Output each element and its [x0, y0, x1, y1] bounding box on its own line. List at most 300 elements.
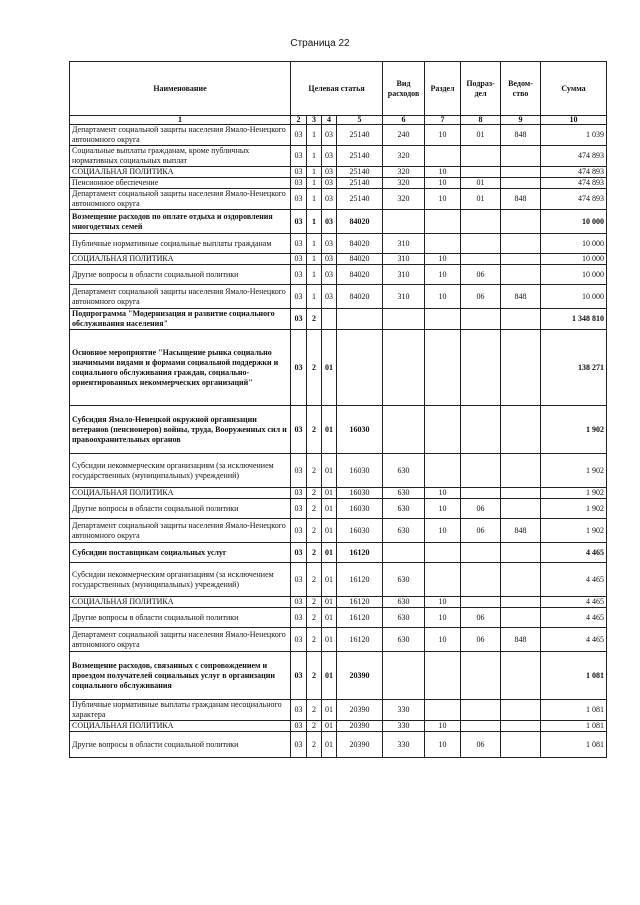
target-code-4: 84020	[337, 265, 383, 285]
section-code	[425, 406, 461, 454]
row-name: Возмещение расходов, связанных с сопровождением и проездом получателей социальных услуг в организации социального обслуживания	[70, 652, 291, 700]
table-row	[70, 543, 607, 563]
table-row	[70, 125, 607, 146]
target-code-4: 20390	[337, 732, 383, 758]
row-name: Публичные нормативные выплаты гражданам несоциального характера	[70, 700, 291, 721]
subsection-code	[461, 210, 501, 234]
col-number: 2	[291, 116, 307, 125]
row-name: СОЦИАЛЬНАЯ ПОЛИТИКА	[70, 254, 291, 265]
table-row	[70, 254, 607, 265]
expense-type-code	[383, 330, 425, 406]
department-code	[501, 309, 541, 330]
table-row	[70, 285, 607, 309]
row-name: СОЦИАЛЬНАЯ ПОЛИТИКА	[70, 597, 291, 608]
target-code-4	[337, 309, 383, 330]
target-code-1: 03	[291, 597, 307, 608]
table-row	[70, 563, 607, 597]
target-code-1: 03	[291, 608, 307, 628]
header-row	[70, 62, 607, 116]
expense-type-code: 240	[383, 125, 425, 146]
target-code-4: 25140	[337, 146, 383, 167]
row-name: СОЦИАЛЬНАЯ ПОЛИТИКА	[70, 167, 291, 178]
target-code-4: 20390	[337, 700, 383, 721]
target-code-1: 03	[291, 700, 307, 721]
department-code: 848	[501, 519, 541, 543]
expense-type-code	[383, 210, 425, 234]
row-name: Департамент социальной защиты населения Ямало-Ненецкого автономного округа	[70, 628, 291, 652]
expense-type-code	[383, 652, 425, 700]
section-code: 10	[425, 597, 461, 608]
target-code-2: 1	[307, 210, 322, 234]
department-code	[501, 563, 541, 597]
expense-type-code: 630	[383, 454, 425, 488]
header-target: Целевая статья	[291, 62, 383, 116]
expense-type-code: 630	[383, 628, 425, 652]
section-code: 10	[425, 721, 461, 732]
subsection-code	[461, 146, 501, 167]
row-sum: 1 081	[541, 700, 607, 721]
target-code-3: 03	[322, 178, 337, 189]
target-code-1: 03	[291, 499, 307, 519]
row-sum: 4 465	[541, 543, 607, 563]
target-code-4: 16120	[337, 543, 383, 563]
row-sum: 4 465	[541, 597, 607, 608]
table-row	[70, 499, 607, 519]
target-code-2: 2	[307, 499, 322, 519]
target-code-3: 01	[322, 597, 337, 608]
target-code-3: 01	[322, 499, 337, 519]
expense-type-code	[383, 406, 425, 454]
department-code	[501, 597, 541, 608]
table-row	[70, 309, 607, 330]
target-code-4: 84020	[337, 210, 383, 234]
row-sum: 4 465	[541, 563, 607, 597]
target-code-2: 2	[307, 608, 322, 628]
target-code-1: 03	[291, 189, 307, 210]
row-sum: 138 271	[541, 330, 607, 406]
subsection-code	[461, 330, 501, 406]
col-number: 10	[541, 116, 607, 125]
subsection-code	[461, 406, 501, 454]
target-code-3: 03	[322, 265, 337, 285]
section-code: 10	[425, 265, 461, 285]
subsection-code: 06	[461, 265, 501, 285]
department-code	[501, 488, 541, 499]
section-code	[425, 700, 461, 721]
target-code-1: 03	[291, 330, 307, 406]
target-code-1: 03	[291, 210, 307, 234]
col-number: 1	[70, 116, 291, 125]
table-row	[70, 608, 607, 628]
department-code: 848	[501, 125, 541, 146]
row-name: СОЦИАЛЬНАЯ ПОЛИТИКА	[70, 488, 291, 499]
target-code-3	[322, 309, 337, 330]
col-number: 6	[383, 116, 425, 125]
subsection-code: 06	[461, 732, 501, 758]
target-code-4: 84020	[337, 285, 383, 309]
row-name: Другие вопросы в области социальной политики	[70, 732, 291, 758]
col-number: 4	[322, 116, 337, 125]
row-sum: 474 893	[541, 189, 607, 210]
subsection-code	[461, 652, 501, 700]
expense-type-code: 630	[383, 608, 425, 628]
row-sum: 1 348 810	[541, 309, 607, 330]
row-sum: 1 902	[541, 499, 607, 519]
target-code-1: 03	[291, 265, 307, 285]
target-code-2: 2	[307, 700, 322, 721]
target-code-2: 2	[307, 563, 322, 597]
expense-type-code: 320	[383, 189, 425, 210]
target-code-3: 03	[322, 146, 337, 167]
target-code-1: 03	[291, 254, 307, 265]
subsection-code	[461, 721, 501, 732]
col-number: 3	[307, 116, 322, 125]
row-sum: 474 893	[541, 167, 607, 178]
col-number: 7	[425, 116, 461, 125]
row-name: Другие вопросы в области социальной политики	[70, 499, 291, 519]
subsection-code: 06	[461, 499, 501, 519]
section-code: 10	[425, 732, 461, 758]
row-name: Публичные нормативные социальные выплаты гражданам	[70, 234, 291, 254]
section-code: 10	[425, 167, 461, 178]
target-code-3: 01	[322, 563, 337, 597]
table-row	[70, 167, 607, 178]
row-name: Другие вопросы в области социальной политики	[70, 608, 291, 628]
target-code-4: 20390	[337, 721, 383, 732]
target-code-1: 03	[291, 167, 307, 178]
target-code-1: 03	[291, 125, 307, 146]
target-code-4: 16030	[337, 519, 383, 543]
table-row	[70, 721, 607, 732]
section-code: 10	[425, 285, 461, 309]
row-sum: 1 039	[541, 125, 607, 146]
target-code-2: 1	[307, 254, 322, 265]
row-sum: 1 902	[541, 519, 607, 543]
target-code-2: 2	[307, 488, 322, 499]
subsection-code	[461, 454, 501, 488]
target-code-4: 84020	[337, 254, 383, 265]
target-code-2: 2	[307, 454, 322, 488]
subsection-code: 06	[461, 628, 501, 652]
target-code-1: 03	[291, 543, 307, 563]
row-sum: 10 000	[541, 285, 607, 309]
target-code-4: 16030	[337, 499, 383, 519]
target-code-1: 03	[291, 285, 307, 309]
target-code-4: 25140	[337, 167, 383, 178]
target-code-4: 25140	[337, 189, 383, 210]
row-sum: 10 000	[541, 210, 607, 234]
target-code-4: 25140	[337, 125, 383, 146]
subsection-code	[461, 254, 501, 265]
target-code-1: 03	[291, 178, 307, 189]
expense-type-code: 320	[383, 178, 425, 189]
target-code-2: 2	[307, 519, 322, 543]
target-code-4: 16120	[337, 597, 383, 608]
target-code-3: 01	[322, 608, 337, 628]
target-code-3: 03	[322, 125, 337, 146]
target-code-3: 03	[322, 167, 337, 178]
table-row	[70, 146, 607, 167]
target-code-4: 25140	[337, 178, 383, 189]
target-code-3: 01	[322, 628, 337, 652]
expense-type-code: 310	[383, 254, 425, 265]
section-code: 10	[425, 519, 461, 543]
section-code	[425, 652, 461, 700]
row-name: Субсидии некоммерческим организациям (за исключением государственных (муниципальных) учреждений)	[70, 454, 291, 488]
expense-type-code: 330	[383, 721, 425, 732]
expense-type-code	[383, 543, 425, 563]
target-code-3: 03	[322, 210, 337, 234]
row-name: СОЦИАЛЬНАЯ ПОЛИТИКА	[70, 721, 291, 732]
target-code-1: 03	[291, 519, 307, 543]
section-code	[425, 330, 461, 406]
row-name: Возмещение расходов по оплате отдыха и оздоровления многодетных семей	[70, 210, 291, 234]
target-code-1: 03	[291, 732, 307, 758]
expense-type-code: 320	[383, 146, 425, 167]
row-name: Пенсионное обеспечение	[70, 178, 291, 189]
expense-type-code: 630	[383, 563, 425, 597]
department-code: 848	[501, 628, 541, 652]
table-row	[70, 628, 607, 652]
subsection-code	[461, 543, 501, 563]
target-code-2: 2	[307, 543, 322, 563]
subsection-code	[461, 700, 501, 721]
target-code-2: 2	[307, 597, 322, 608]
department-code	[501, 178, 541, 189]
department-code	[501, 265, 541, 285]
subsection-code: 01	[461, 125, 501, 146]
target-code-3: 01	[322, 700, 337, 721]
target-code-2: 1	[307, 234, 322, 254]
target-code-2: 2	[307, 309, 322, 330]
target-code-3: 03	[322, 189, 337, 210]
subsection-code	[461, 488, 501, 499]
target-code-1: 03	[291, 652, 307, 700]
target-code-3: 01	[322, 732, 337, 758]
budget-table	[69, 61, 607, 758]
department-code	[501, 146, 541, 167]
table-row	[70, 597, 607, 608]
row-sum: 1 902	[541, 406, 607, 454]
target-code-2: 1	[307, 178, 322, 189]
subsection-code	[461, 234, 501, 254]
target-code-3: 01	[322, 406, 337, 454]
table-row	[70, 732, 607, 758]
table-row	[70, 488, 607, 499]
department-code	[501, 406, 541, 454]
section-code: 10	[425, 499, 461, 519]
target-code-1: 03	[291, 488, 307, 499]
department-code	[501, 652, 541, 700]
department-code	[501, 732, 541, 758]
target-code-2: 1	[307, 189, 322, 210]
department-code: 848	[501, 189, 541, 210]
row-name: Департамент социальной защиты населения Ямало-Ненецкого автономного округа	[70, 125, 291, 146]
department-code	[501, 330, 541, 406]
target-code-1: 03	[291, 563, 307, 597]
row-name: Департамент социальной защиты населения Ямало-Ненецкого автономного округа	[70, 285, 291, 309]
col-number: 9	[501, 116, 541, 125]
table-row	[70, 210, 607, 234]
expense-type-code: 310	[383, 285, 425, 309]
row-sum: 10 000	[541, 234, 607, 254]
section-code	[425, 210, 461, 234]
header-name: Наименование	[70, 62, 291, 116]
target-code-2: 2	[307, 406, 322, 454]
target-code-1: 03	[291, 309, 307, 330]
expense-type-code: 630	[383, 499, 425, 519]
row-name: Основное мероприятие "Насыщение рынка социально значимыми видами и формами социальной поддержки и социального обслуживания граждан, социально-ориентированных некоммерческих организаций"	[70, 330, 291, 406]
target-code-4: 16120	[337, 608, 383, 628]
expense-type-code	[383, 309, 425, 330]
expense-type-code: 310	[383, 234, 425, 254]
row-name: Субсидии некоммерческим организациям (за исключением государственных (муниципальных) учреждений)	[70, 563, 291, 597]
table-row	[70, 178, 607, 189]
target-code-1: 03	[291, 234, 307, 254]
subsection-code: 01	[461, 189, 501, 210]
row-name: Субсидия Ямало-Ненецкой окружной организации ветеранов (пенсионеров) войны, труда, Вооруженных сил и правоохранительных органов	[70, 406, 291, 454]
target-code-4: 16030	[337, 488, 383, 499]
header-department: Ведом-ство	[501, 62, 541, 116]
target-code-4: 20390	[337, 652, 383, 700]
target-code-4: 84020	[337, 234, 383, 254]
section-code: 10	[425, 178, 461, 189]
row-sum: 1 081	[541, 721, 607, 732]
section-code: 10	[425, 628, 461, 652]
department-code	[501, 454, 541, 488]
table-row	[70, 265, 607, 285]
expense-type-code: 310	[383, 265, 425, 285]
department-code	[501, 210, 541, 234]
expense-type-code: 630	[383, 519, 425, 543]
table-row	[70, 189, 607, 210]
row-name: Подпрограмма "Модернизация и развитие социального обслуживания населения"	[70, 309, 291, 330]
col-number: 5	[337, 116, 383, 125]
department-code	[501, 721, 541, 732]
header-sum: Сумма	[541, 62, 607, 116]
section-code	[425, 309, 461, 330]
department-code	[501, 700, 541, 721]
department-code: 848	[501, 285, 541, 309]
target-code-2: 1	[307, 285, 322, 309]
section-code	[425, 454, 461, 488]
row-sum: 10 000	[541, 265, 607, 285]
subsection-code	[461, 167, 501, 178]
target-code-2: 1	[307, 265, 322, 285]
target-code-3: 01	[322, 652, 337, 700]
target-code-1: 03	[291, 721, 307, 732]
section-code	[425, 146, 461, 167]
target-code-2: 2	[307, 721, 322, 732]
target-code-2: 1	[307, 167, 322, 178]
section-code: 10	[425, 608, 461, 628]
target-code-3: 01	[322, 519, 337, 543]
department-code	[501, 167, 541, 178]
row-name: Другие вопросы в области социальной политики	[70, 265, 291, 285]
expense-type-code: 330	[383, 700, 425, 721]
target-code-3: 03	[322, 254, 337, 265]
department-code	[501, 234, 541, 254]
row-name: Социальные выплаты гражданам, кроме публичных нормативных социальных выплат	[70, 146, 291, 167]
row-name: Департамент социальной защиты населения Ямало-Ненецкого автономного округа	[70, 189, 291, 210]
table-row	[70, 519, 607, 543]
row-sum: 474 893	[541, 146, 607, 167]
table-row	[70, 652, 607, 700]
target-code-3: 03	[322, 285, 337, 309]
target-code-4	[337, 330, 383, 406]
page-number: Страница 22	[290, 38, 350, 49]
department-code	[501, 543, 541, 563]
row-sum: 1 081	[541, 732, 607, 758]
section-code: 10	[425, 189, 461, 210]
table-row	[70, 234, 607, 254]
target-code-2: 2	[307, 732, 322, 758]
target-code-4: 16120	[337, 563, 383, 597]
row-sum: 1 902	[541, 488, 607, 499]
target-code-2: 2	[307, 628, 322, 652]
subsection-code	[461, 597, 501, 608]
expense-type-code: 630	[383, 597, 425, 608]
row-name: Департамент социальной защиты населения Ямало-Ненецкого автономного округа	[70, 519, 291, 543]
section-code: 10	[425, 488, 461, 499]
subsection-code: 06	[461, 608, 501, 628]
target-code-2: 1	[307, 125, 322, 146]
table-row	[70, 330, 607, 406]
table-row	[70, 700, 607, 721]
section-code	[425, 234, 461, 254]
row-sum: 4 465	[541, 608, 607, 628]
target-code-4: 16030	[337, 406, 383, 454]
header-expense-type: Вид расходов	[383, 62, 425, 116]
section-code: 10	[425, 254, 461, 265]
target-code-3: 03	[322, 234, 337, 254]
row-name: Субсидии поставщикам социальных услуг	[70, 543, 291, 563]
row-sum: 1 902	[541, 454, 607, 488]
row-sum: 4 465	[541, 628, 607, 652]
header-subsection: Подраз-дел	[461, 62, 501, 116]
subsection-code	[461, 309, 501, 330]
subsection-code: 01	[461, 178, 501, 189]
target-code-4: 16120	[337, 628, 383, 652]
target-code-3: 01	[322, 543, 337, 563]
expense-type-code: 330	[383, 732, 425, 758]
expense-type-code: 320	[383, 167, 425, 178]
target-code-2: 2	[307, 330, 322, 406]
section-code: 10	[425, 125, 461, 146]
subsection-code: 06	[461, 285, 501, 309]
department-code	[501, 499, 541, 519]
target-code-1: 03	[291, 406, 307, 454]
section-code	[425, 543, 461, 563]
col-number: 8	[461, 116, 501, 125]
target-code-3: 01	[322, 721, 337, 732]
subsection-code: 06	[461, 519, 501, 543]
target-code-2: 2	[307, 652, 322, 700]
table-row	[70, 454, 607, 488]
subsection-code	[461, 563, 501, 597]
target-code-1: 03	[291, 628, 307, 652]
department-code	[501, 254, 541, 265]
expense-type-code: 630	[383, 488, 425, 499]
row-sum: 10 000	[541, 254, 607, 265]
target-code-4: 16030	[337, 454, 383, 488]
section-code	[425, 563, 461, 597]
table-row	[70, 406, 607, 454]
header-section: Раздел	[425, 62, 461, 116]
department-code	[501, 608, 541, 628]
row-sum: 474 893	[541, 178, 607, 189]
target-code-1: 03	[291, 454, 307, 488]
